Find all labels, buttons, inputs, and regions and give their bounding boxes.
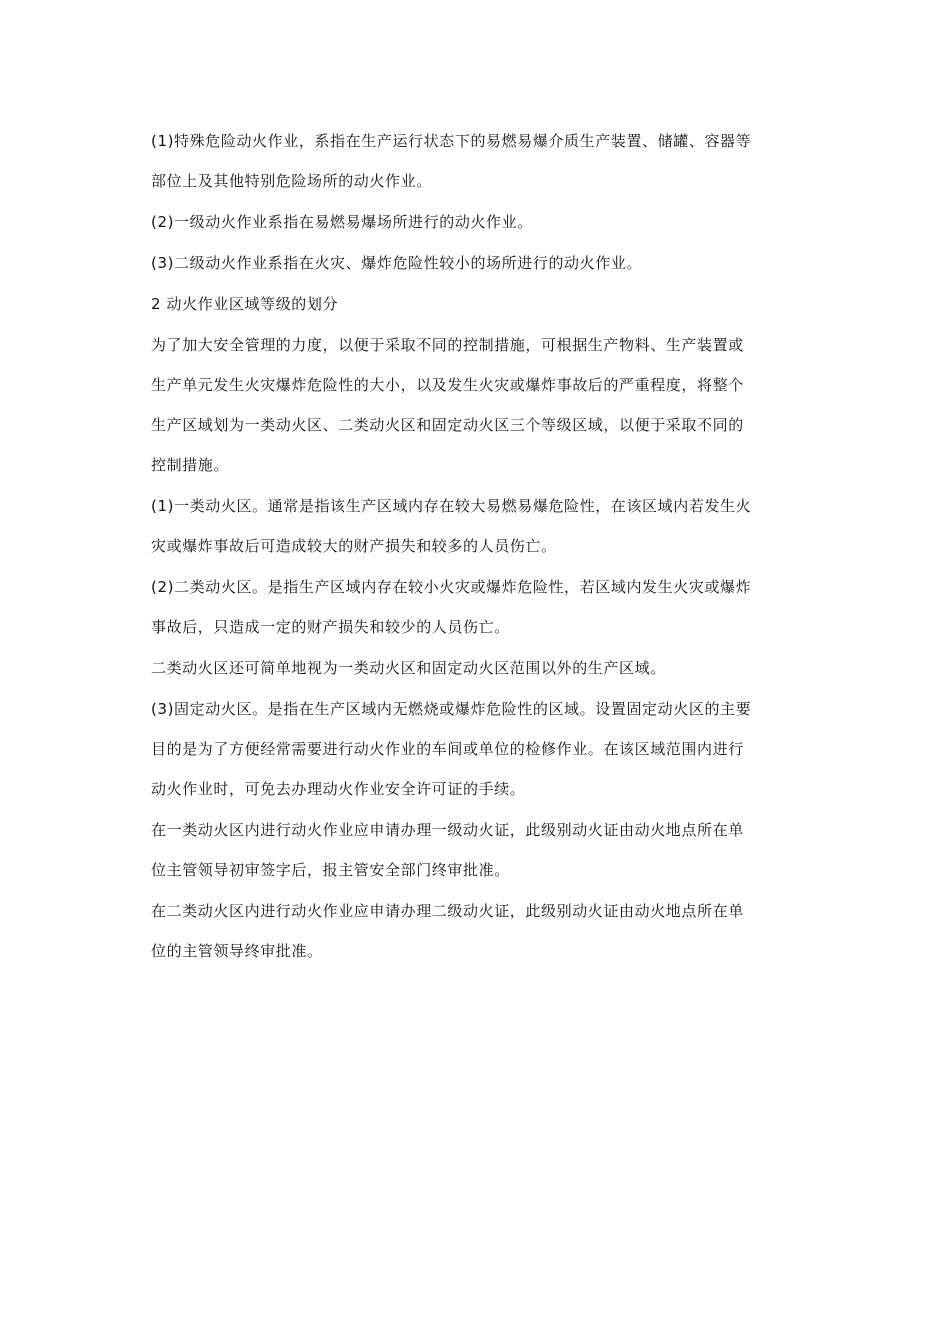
- text-line: 部位上及其他特别危险场所的动火作业。: [151, 172, 432, 190]
- text-line: (2)二类动火区。是指生产区域内存在较小火灾或爆炸危险性，若区域内发生火灾或爆炸: [151, 578, 752, 596]
- text-line: 位的主管领导终审批准。: [151, 942, 323, 960]
- text-line: 控制措施。: [151, 456, 230, 474]
- paragraph-zone-intro: [151, 325, 801, 485]
- text-line: 目的是为了方便经常需要进行动火作业的车间或单位的检修作业。在该区域范围内进行: [151, 740, 744, 758]
- text-line: (2)一级动火作业系指在易燃易爆场所进行的动火作业。: [151, 213, 533, 231]
- paragraph-class-one-zone: [151, 486, 801, 566]
- document-body: [151, 121, 801, 972]
- paragraph-fixed-zone: [151, 689, 801, 809]
- text-line: 生产区域划为一类动火区、二类动火区和固定动火区三个等级区域，以便于采取不同的: [151, 416, 744, 434]
- text-line: (3)固定动火区。是指在生产区域内无燃烧或爆炸危险性的区域。设置固定动火区的主要: [151, 700, 752, 718]
- paragraph-special-hot-work: [151, 121, 801, 201]
- text-line: 生产单元发生火灾爆炸危险性的大小，以及发生火灾或爆炸事故后的严重程度，将整个: [151, 376, 744, 394]
- text-line: 动火作业时，可免去办理动火作业安全许可证的手续。: [151, 780, 526, 798]
- text-line: (3)二级动火作业系指在火灾、爆炸危险性较小的场所进行的动火作业。: [151, 254, 643, 272]
- paragraph-class-two-permit: [151, 891, 801, 971]
- paragraph-level-one-hot-work: [151, 202, 801, 242]
- text-line: 灾或爆炸事故后可造成较大的财产损失和较多的人员伤亡。: [151, 537, 557, 555]
- text-line: 在一类动火区内进行动火作业应申请办理一级动火证，此级别动火证由动火地点所在单: [151, 821, 744, 839]
- heading-line: 2 动火作业区域等级的划分: [151, 295, 339, 313]
- text-line: 位主管领导初审签字后，报主管安全部门终审批准。: [151, 861, 510, 879]
- text-line: 二类动火区还可简单地视为一类动火区和固定动火区范围以外的生产区域。: [151, 659, 666, 677]
- paragraph-class-one-permit: [151, 810, 801, 890]
- text-line: 为了加大安全管理的力度，以便于采取不同的控制措施，可根据生产物料、生产装置或: [151, 336, 744, 354]
- paragraph-class-two-zone: [151, 567, 801, 647]
- text-line: (1)特殊危险动火作业，系指在生产运行状态下的易燃易爆介质生产装置、储罐、容器等: [151, 132, 752, 150]
- paragraph-class-two-zone-note: [151, 648, 801, 688]
- text-line: 在二类动火区内进行动火作业应申请办理二级动火证，此级别动火证由动火地点所在单: [151, 902, 744, 920]
- section-heading-zone-classification: [151, 284, 801, 324]
- text-line: 事故后，只造成一定的财产损失和较少的人员伤亡。: [151, 618, 510, 636]
- text-line: (1)一类动火区。通常是指该生产区域内存在较大易燃易爆危险性，在该区域内若发生火: [151, 497, 752, 515]
- paragraph-level-two-hot-work: [151, 243, 801, 283]
